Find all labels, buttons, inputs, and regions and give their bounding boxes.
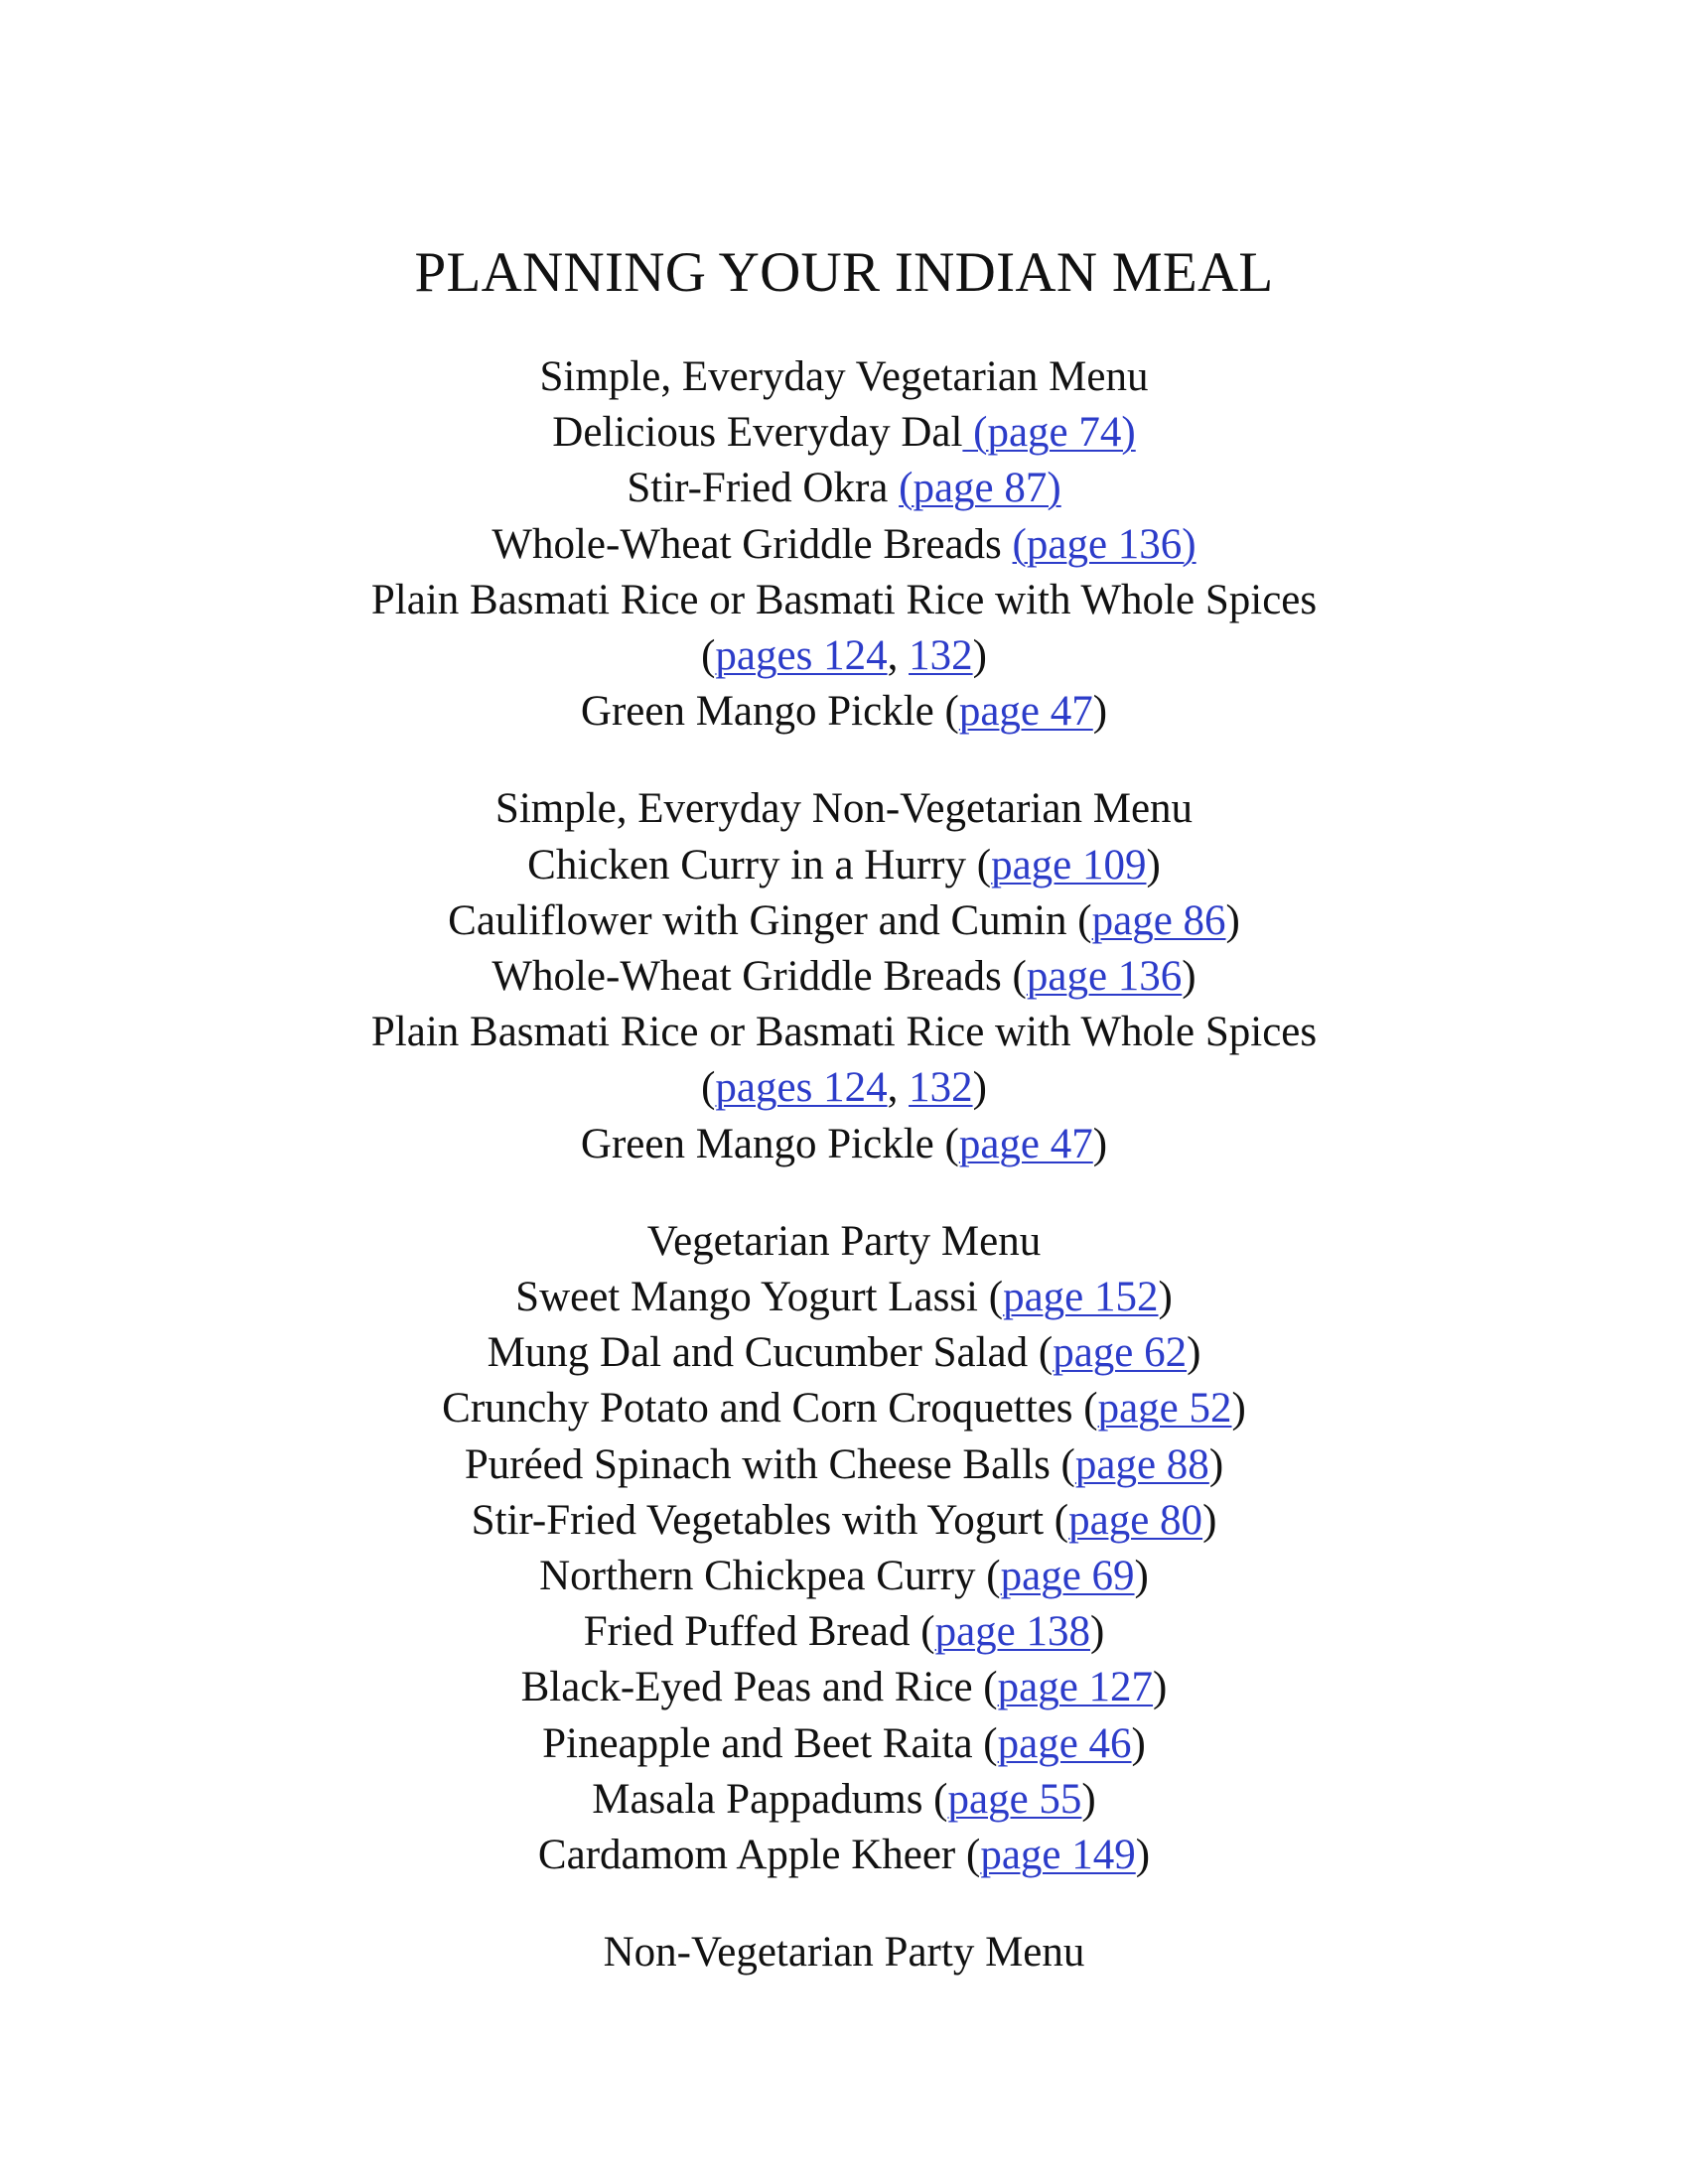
- menu-item-text: ): [1208, 1440, 1224, 1488]
- menu-item-text: (: [701, 632, 716, 680]
- menu-item-text: Cardamom Apple Kheer (: [537, 1832, 981, 1879]
- menu-item-text: Northern Chickpea Curry (: [539, 1553, 1001, 1600]
- menu-item-text: Green Mango Pickle (: [580, 688, 959, 736]
- page-reference-link[interactable]: page 69: [1000, 1553, 1135, 1600]
- menu-item: [199, 1325, 1489, 1381]
- menu-item-text: ): [972, 632, 987, 680]
- menu-item-text: Mung Dal and Cucumber Salad (: [487, 1329, 1054, 1377]
- menu-item-text: Sweet Mango Yogurt Lassi (: [515, 1274, 1004, 1321]
- menu-item: [199, 1772, 1489, 1828]
- menu-item: [199, 405, 1489, 461]
- menu-item-text: ): [1092, 1120, 1108, 1167]
- menu-item: [199, 1660, 1489, 1715]
- menu-item: [199, 1828, 1489, 1883]
- menu-item-text: Whole-Wheat Griddle Breads (: [492, 953, 1027, 1001]
- menu-item-text: (: [701, 1064, 716, 1112]
- page-reference-link[interactable]: page 47: [958, 1120, 1093, 1167]
- menu-item: [199, 1716, 1489, 1772]
- menu-item-text: Black-Eyed Peas and Rice (: [520, 1664, 998, 1711]
- menu-item-text: ): [1153, 1664, 1168, 1711]
- menu-section: [199, 1925, 1489, 1980]
- page-reference-link[interactable]: page 138: [934, 1608, 1090, 1656]
- page-reference-link[interactable]: page 136: [1026, 953, 1183, 1001]
- menu-item-text: Plain Basmati Rice or Basmati Rice with Whole Spices: [370, 576, 1318, 623]
- menu-item-text: ): [1092, 688, 1108, 736]
- menu-item-text: Green Mango Pickle (: [580, 1120, 959, 1167]
- menu-item-text: ): [1135, 1832, 1151, 1879]
- page-reference-link[interactable]: page 47: [958, 688, 1093, 736]
- menu-item: [199, 1005, 1489, 1060]
- menu-heading: Simple, Everyday Non-Vegetarian Menu: [494, 785, 1194, 833]
- page-reference-link[interactable]: page 152: [1003, 1274, 1159, 1321]
- page-reference-link[interactable]: page 80: [1068, 1496, 1203, 1544]
- page-reference-link[interactable]: page 46: [997, 1719, 1132, 1767]
- menu-item-text: Chicken Curry in a Hurry (: [527, 841, 992, 888]
- menu-item: [199, 949, 1489, 1005]
- menu-item-text: ): [1131, 1719, 1146, 1767]
- menu-heading: Simple, Everyday Vegetarian Menu: [539, 353, 1149, 400]
- page-reference-link[interactable]: page 88: [1074, 1440, 1209, 1488]
- page-reference-link[interactable]: (page 74): [962, 409, 1136, 457]
- menu-heading: Vegetarian Party Menu: [646, 1217, 1042, 1265]
- menu-section: [199, 781, 1489, 1171]
- menu-item: [199, 461, 1489, 516]
- menu-item-text: Stir-Fried Vegetables with Yogurt (: [471, 1496, 1069, 1544]
- menu-item-text: ): [972, 1064, 987, 1112]
- page-reference-link[interactable]: page 86: [1091, 896, 1226, 944]
- menu-item-text: ): [1134, 1553, 1149, 1600]
- menu-item-text: ): [1146, 841, 1161, 888]
- menu-item: [199, 1381, 1489, 1436]
- menu-item: [199, 893, 1489, 949]
- menu-item-text: ): [1081, 1775, 1096, 1823]
- menu-item-text: Cauliflower with Ginger and Cumin (: [448, 896, 1092, 944]
- page-reference-link[interactable]: (page 136): [1012, 520, 1196, 568]
- page-reference-link[interactable]: page 149: [980, 1832, 1136, 1879]
- menu-item-text: Stir-Fried Okra: [627, 465, 900, 512]
- menu-item: [199, 628, 1489, 684]
- menu-item: [199, 1060, 1489, 1116]
- menu-section: [199, 1214, 1489, 1883]
- menu-item-text: ): [1187, 1329, 1201, 1377]
- menu-item-text: ): [1225, 896, 1240, 944]
- menu-item: [199, 1493, 1489, 1549]
- menu-item: [199, 1437, 1489, 1493]
- page-reference-link[interactable]: page 109: [991, 841, 1147, 888]
- menu-item-text: Puréed Spinach with Cheese Balls (: [464, 1440, 1075, 1488]
- menu-item-text: ): [1089, 1608, 1105, 1656]
- menu-item: [199, 1549, 1489, 1604]
- menu-item-text: Delicious Everyday Dal: [552, 409, 963, 457]
- menu-item-text: Masala Pappadums (: [592, 1775, 948, 1823]
- page-reference-link[interactable]: page 55: [947, 1775, 1082, 1823]
- page-reference-link[interactable]: page 127: [997, 1664, 1154, 1711]
- menu-heading: Non-Vegetarian Party Menu: [603, 1929, 1085, 1977]
- menu-item: [199, 1270, 1489, 1325]
- menu-section: [199, 349, 1489, 740]
- menu-item-text: Plain Basmati Rice or Basmati Rice with Whole Spices: [370, 1009, 1318, 1056]
- page-reference-link[interactable]: 132: [909, 1064, 973, 1112]
- page-reference-link[interactable]: page 62: [1053, 1329, 1188, 1377]
- page-reference-link[interactable]: (page 87): [899, 465, 1061, 512]
- page-reference-link[interactable]: page 52: [1097, 1385, 1232, 1433]
- page-reference-link[interactable]: pages 124: [715, 632, 888, 680]
- page-title: PLANNING YOUR INDIAN MEAL: [414, 241, 1274, 304]
- menu-item: [199, 517, 1489, 573]
- menu-item: [199, 1604, 1489, 1660]
- menu-item: [199, 838, 1489, 893]
- page-reference-link[interactable]: pages 124: [715, 1064, 888, 1112]
- menu-list: [199, 349, 1489, 2022]
- menu-item-separator: ,: [887, 1064, 910, 1112]
- menu-item-text: ): [1158, 1274, 1173, 1321]
- menu-item-text: ): [1231, 1385, 1246, 1433]
- menu-item-text: ): [1202, 1496, 1217, 1544]
- menu-item-separator: ,: [887, 632, 910, 680]
- menu-item-text: Pineapple and Beet Raita (: [542, 1719, 998, 1767]
- menu-item-text: Fried Puffed Bread (: [583, 1608, 935, 1656]
- page-reference-link[interactable]: 132: [909, 632, 973, 680]
- menu-item-text: Whole-Wheat Griddle Breads: [492, 520, 1013, 568]
- menu-item: [199, 573, 1489, 628]
- menu-item: [199, 1117, 1489, 1172]
- menu-item-text: Crunchy Potato and Corn Croquettes (: [442, 1385, 1098, 1433]
- menu-item: [199, 684, 1489, 740]
- menu-item-text: ): [1182, 953, 1196, 1001]
